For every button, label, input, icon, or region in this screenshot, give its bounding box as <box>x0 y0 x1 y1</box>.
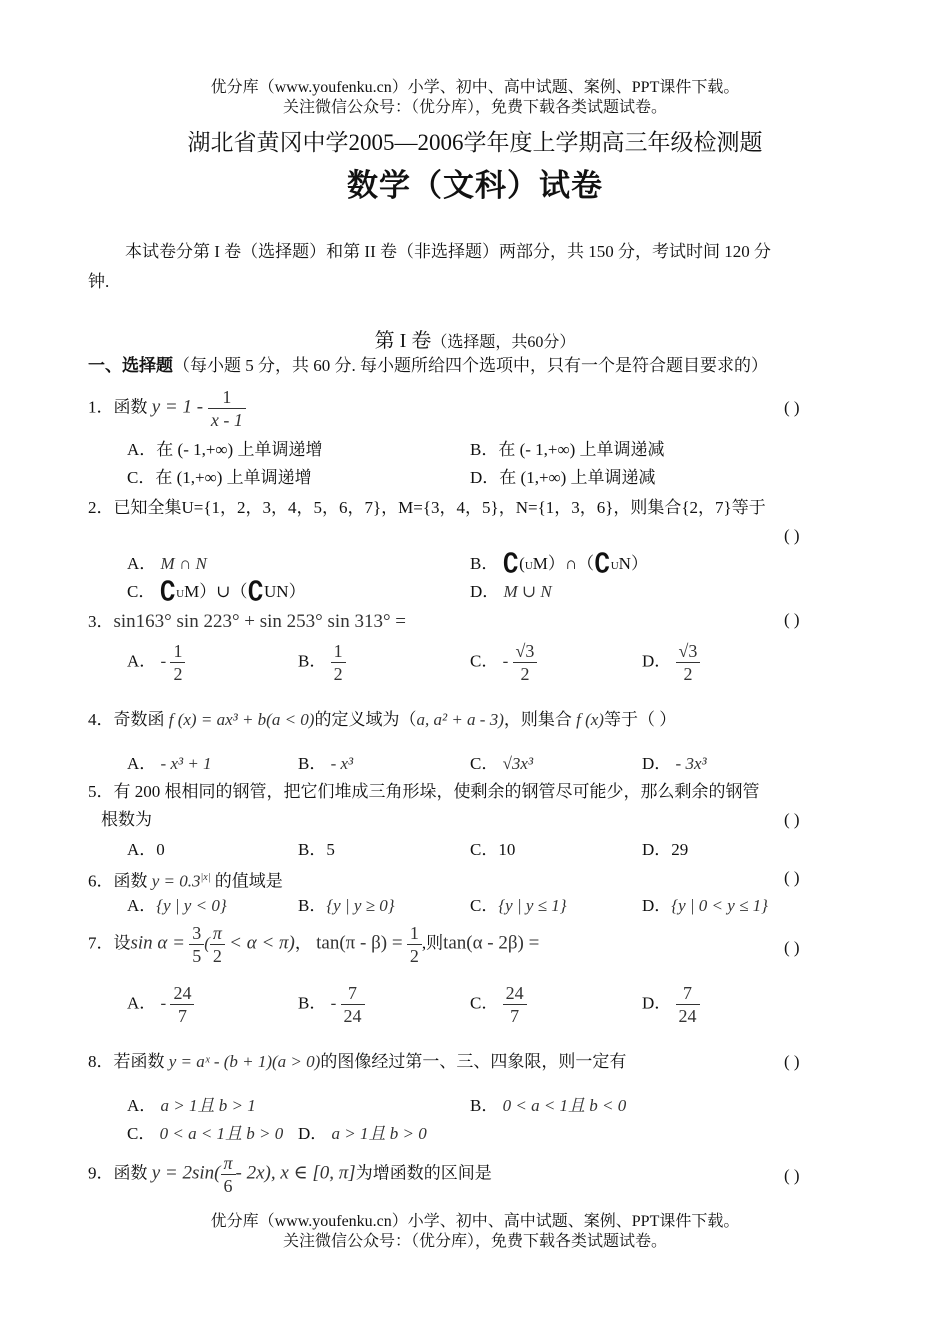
q4-expr-3: f (x) <box>576 710 604 729</box>
q7-c-num: 24 <box>505 983 524 1003</box>
q5-option-d: D．29 <box>642 840 689 859</box>
part-heading <box>0 324 950 353</box>
q6-a-label: A． <box>127 896 157 915</box>
q2-c-end: UN） <box>264 582 306 601</box>
q5-number: 5． <box>88 782 114 801</box>
q5-option-a: A．0 <box>127 840 165 859</box>
q8-option-b <box>470 1094 626 1118</box>
q3-expr: sin163° sin 223° + sin 253° sin 313° = <box>113 611 407 632</box>
q7-expr-5: tan(α - 2β) = <box>443 932 540 954</box>
q8-option-d <box>298 1122 427 1146</box>
q4-a-expr: - x³ + 1 <box>160 754 212 773</box>
q6-option-d <box>642 894 768 918</box>
q2-b-open: ( <box>519 554 525 573</box>
q6-d-expr: {y | 0 < y ≤ 1} <box>671 896 768 915</box>
q7-d-label: D． <box>642 993 672 1013</box>
q8-d-expr: a > 1且 b > 0 <box>331 1124 427 1143</box>
q4-text-3: ，则集合 <box>503 710 572 729</box>
q2-a-expr: M ∩ N <box>160 554 207 573</box>
q1-option-d: D．在 (1,+∞) 上单调递减 <box>470 468 656 487</box>
q2-stem <box>88 496 766 520</box>
q6-a-expr: {y | y < 0} <box>156 896 227 915</box>
q3-option-c <box>470 640 537 685</box>
q4-a-label: A． <box>127 754 157 773</box>
q7-option-d <box>642 982 700 1027</box>
subject-title: 数学（文科）试卷 <box>347 168 603 203</box>
q2-c-mid: M）∪（ <box>184 582 248 601</box>
q2-option-d <box>470 580 552 604</box>
q3-b-den: 2 <box>331 662 346 685</box>
q3-d-fraction <box>676 640 701 685</box>
q4-d-expr: - 3x³ <box>675 754 707 773</box>
q6-b-expr: {y | y ≥ 0} <box>326 896 395 915</box>
q7-a-den: 7 <box>170 1004 194 1027</box>
q3-a-den: 2 <box>170 662 185 685</box>
q7-b-sign: - <box>330 993 337 1013</box>
complement-icon: ∁ <box>594 549 611 578</box>
q1-frac-num: 1 <box>222 387 232 407</box>
q3-d-num: √3 <box>678 641 698 661</box>
q6-d-label: D． <box>642 896 672 915</box>
q4-c-label: C． <box>470 754 499 773</box>
q2-d-expr: M ∪ N <box>503 582 552 601</box>
q9-expr-1: y = 2sin( <box>151 1162 221 1184</box>
q4-option-a <box>127 752 212 776</box>
q3-c-fraction <box>513 640 538 685</box>
q1-option-a: A．在 (- 1,+∞) 上单调递增 <box>127 440 323 459</box>
q6-exponent: |x| <box>200 872 211 883</box>
q7-c-den: 7 <box>503 1004 527 1027</box>
q7-number: 7． <box>88 933 114 953</box>
q1-text: 函数 <box>113 397 148 417</box>
q6-c-label: C． <box>470 896 499 915</box>
q7-a-sign: - <box>160 993 167 1013</box>
intro-line-2: 钟. <box>88 272 110 291</box>
section-note: （每小题 5 分，共 60 分. 每小题所给四个选项中，只有一个是符合题目要求的） <box>173 356 768 375</box>
q1-answer-paren[interactable]: ( ) <box>784 398 800 417</box>
q4-expr-2: a, a² + a - 3) <box>416 710 504 729</box>
q3-c-den: 2 <box>513 662 538 685</box>
q3-answer-paren[interactable]: ( ) <box>784 610 800 629</box>
q7-d-fraction <box>676 982 700 1027</box>
complement-icon: ∁ <box>247 577 265 606</box>
q2-answer-paren[interactable]: ( ) <box>784 526 800 545</box>
q4-number: 4． <box>88 710 114 729</box>
q3-b-num: 1 <box>333 641 343 661</box>
q2-b-end: N） <box>618 554 648 573</box>
q2-c-sub: U <box>176 588 185 600</box>
q7-f1-num: 3 <box>192 923 202 943</box>
exam-title: 湖北省黄冈中学2005—2006学年度上学期高三年级检测题 <box>187 130 763 155</box>
q6-text-1: 函数 <box>113 871 148 891</box>
q7-answer-paren[interactable]: ( ) <box>784 938 800 957</box>
q7-expr-3: < α < π) <box>229 932 295 954</box>
q1-fraction <box>208 386 246 431</box>
q4-b-label: B． <box>298 754 327 773</box>
q7-text-3: ,则 <box>421 933 444 953</box>
footer-ad-line-1: 优分库（www.youfenku.cn）小学、初中、高中试题、案例、PPT课件下载。 <box>210 1213 740 1230</box>
q2-b-label: B． <box>470 554 499 573</box>
q8-d-label: D． <box>298 1124 328 1143</box>
q3-b-label: B． <box>298 651 327 671</box>
q7-option-a <box>127 982 194 1027</box>
q9-text-1: 函数 <box>113 1163 148 1183</box>
q6-c-expr: {y | y ≤ 1} <box>498 896 567 915</box>
q6-expr: y = 0.3 <box>151 871 201 891</box>
q9-answer-paren[interactable]: ( ) <box>784 1166 800 1185</box>
q4-stem <box>88 708 676 732</box>
q2-option-b: B． ∁(UM）∩（∁UN） <box>470 549 648 578</box>
q9-stem <box>88 1152 492 1197</box>
q1-stem <box>88 386 246 431</box>
q7-b-label: B． <box>298 993 327 1013</box>
q3-option-b <box>298 640 346 685</box>
q7-frac-1 <box>189 922 204 967</box>
q9-fraction <box>221 1152 236 1197</box>
q7-a-label: A． <box>127 993 157 1013</box>
q8-b-label: B． <box>470 1096 499 1115</box>
q2-option-c <box>127 577 306 606</box>
q3-a-sign: - <box>160 651 167 671</box>
q9-frac-den: 6 <box>221 1174 236 1197</box>
q2-a-label: A． <box>127 554 157 573</box>
q7-expr-4: tan(π - β) = <box>316 932 403 954</box>
q4-text-4: 等于（ ） <box>603 710 677 729</box>
q6-text-2: 的值域是 <box>214 871 283 891</box>
q8-answer-paren[interactable]: ( ) <box>784 1052 800 1071</box>
q3-option-a <box>127 640 185 685</box>
q8-c-expr: 0 < a < 1且 b > 0 <box>159 1124 284 1143</box>
q3-d-den: 2 <box>676 662 701 685</box>
q3-stem <box>88 610 406 634</box>
q8-a-label: A． <box>127 1096 157 1115</box>
q7-d-num: 7 <box>683 983 693 1003</box>
q5-option-b: B．5 <box>298 840 335 859</box>
q7-text-2: ， <box>294 933 312 953</box>
q2-b-mid: M）∩（ <box>532 554 595 573</box>
q7-option-b <box>298 982 365 1027</box>
q8-stem <box>88 1050 626 1074</box>
q1-expr: y = 1 - <box>151 396 208 418</box>
q9-frac-num: π <box>223 1153 233 1173</box>
section-label: 一、选择题 <box>88 356 173 375</box>
q6-option-a <box>127 894 227 918</box>
q7-d-den: 24 <box>676 1004 700 1027</box>
q8-a-expr: a > 1且 b > 1 <box>160 1096 256 1115</box>
q8-number: 8． <box>88 1052 114 1071</box>
q8-text-2: 的图像经过第一、三、四象限，则一定有 <box>320 1052 627 1071</box>
q7-b-fraction <box>341 982 365 1027</box>
q4-c-expr: √3x³ <box>502 754 534 773</box>
q7-c-label: C． <box>470 993 499 1013</box>
q4-option-b <box>298 752 353 776</box>
q3-a-label: A． <box>127 651 157 671</box>
q7-text-1: 设 <box>113 933 131 953</box>
q8-b-expr: 0 < a < 1且 b < 0 <box>502 1096 627 1115</box>
complement-icon: ∁ <box>159 577 177 606</box>
q9-number: 9． <box>88 1163 114 1183</box>
q1-option-c: C．在 (1,+∞) 上单调递增 <box>127 468 312 487</box>
q4-d-label: D． <box>642 754 672 773</box>
footer-ad-line-2: 关注微信公众号：（优分库），免费下载各类试题试卷。 <box>282 1233 667 1250</box>
q8-c-label: C． <box>127 1124 156 1143</box>
q2-d-label: D． <box>470 582 500 601</box>
q7-f2-den: 2 <box>210 944 225 967</box>
q7-option-c <box>470 982 527 1027</box>
q5-text-1: 有 200 根相同的钢管，把它们堆成三角形垛，使剩余的钢管尽可能少，那么剩余的钢管 <box>113 782 760 801</box>
q3-a-fraction <box>170 640 185 685</box>
section-heading <box>88 354 768 378</box>
q3-c-sign: - <box>502 651 509 671</box>
q6-answer-paren[interactable]: ( ) <box>784 868 800 887</box>
q5-answer-paren[interactable]: ( ) <box>784 810 800 829</box>
q3-number: 3． <box>88 612 114 631</box>
q2-option-a <box>127 552 207 576</box>
q7-a-fraction <box>170 982 194 1027</box>
q1-number: 1． <box>88 397 114 417</box>
q4-option-c <box>470 752 533 776</box>
q3-c-num: √3 <box>515 641 535 661</box>
q7-f3-num: 1 <box>409 923 419 943</box>
q3-a-num: 1 <box>173 641 183 661</box>
q3-c-label: C． <box>470 651 499 671</box>
q5-stem-1 <box>88 780 760 804</box>
q7-f2-num: π <box>212 923 222 943</box>
q8-option-a <box>127 1094 256 1118</box>
q2-b-sub: U <box>524 560 533 572</box>
q8-expr: y = aˣ - (b + 1)(a > 0) <box>168 1052 321 1071</box>
q4-text-1: 奇数函 <box>113 710 165 729</box>
q7-b-num: 7 <box>348 983 358 1003</box>
q7-f3-den: 2 <box>407 944 422 967</box>
q1-option-b: B．在 (- 1,+∞) 上单调递减 <box>470 440 665 459</box>
q6-stem <box>88 866 283 894</box>
intro-line-1: 本试卷分第 I 卷（选择题）和第 II 卷（非选择题）两部分，共 150 分，考试时间 120 分 <box>125 242 771 261</box>
part-heading-main: 第 I 卷 <box>374 330 432 352</box>
q4-b-expr: - x³ <box>330 754 354 773</box>
q2-text: 已知全集U={1，2，3，4，5，6，7}，M={3，4，5}，N={1，3，6}，则集合{2，7}等于 <box>113 498 766 517</box>
q7-expr-1: sin α = <box>130 932 185 954</box>
q4-text-2: 的定义域为（ <box>314 710 417 729</box>
q2-c-label: C． <box>127 582 156 601</box>
q5-option-c: C．10 <box>470 840 516 859</box>
complement-icon: ∁ <box>502 549 520 578</box>
q7-b-den: 24 <box>341 1004 365 1027</box>
q5-stem-2: 根数为 <box>101 810 152 829</box>
q6-option-b <box>298 894 395 918</box>
part-heading-note: （选择题，共60分） <box>431 334 576 351</box>
q7-frac-2 <box>210 922 225 967</box>
q7-a-num: 24 <box>173 983 192 1003</box>
q4-expr-1: f (x) = ax³ + b(a < 0) <box>168 710 315 729</box>
q3-d-label: D． <box>642 651 672 671</box>
q4-option-d <box>642 752 707 776</box>
q6-number: 6． <box>88 871 114 891</box>
q3-b-fraction <box>331 640 346 685</box>
header-ad-line-2: 关注微信公众号：（优分库），免费下载各类试题试卷。 <box>282 99 667 116</box>
q6-b-label: B． <box>298 896 327 915</box>
q7-f1-den: 5 <box>189 944 204 967</box>
header-ad-line-1: 优分库（www.youfenku.cn）小学、初中、高中试题、案例、PPT课件下载。 <box>210 79 740 96</box>
q8-option-c <box>127 1122 283 1146</box>
q9-expr-2: - 2x), x ∈ [0, π] <box>235 1162 356 1184</box>
q2-number: 2． <box>88 498 114 517</box>
q8-text-1: 若函数 <box>113 1052 165 1071</box>
q1-frac-den: x - 1 <box>208 408 246 431</box>
q7-expr-2: ( <box>204 933 210 953</box>
q7-stem <box>88 922 539 967</box>
q3-option-d <box>642 640 700 685</box>
q6-option-c <box>470 894 567 918</box>
q7-frac-3 <box>407 922 422 967</box>
q7-c-fraction <box>503 982 527 1027</box>
q9-text-2: 为增函数的区间是 <box>355 1163 492 1183</box>
